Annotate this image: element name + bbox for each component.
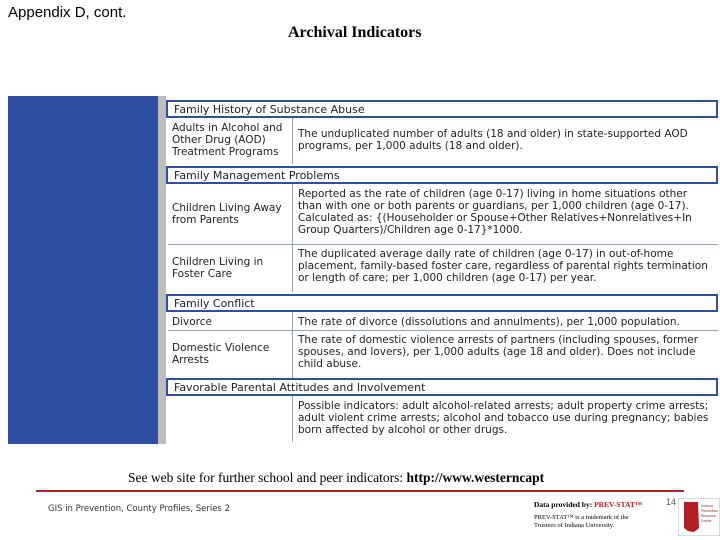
left-blue-panel [8,96,160,444]
indicator-table [166,98,718,442]
row-name-divorce: Divorce [172,316,212,328]
indiana-seal-icon [678,498,720,536]
provided-brand: PREV-STAT™ [594,500,643,509]
appendix-label: Appendix D, cont. [8,4,127,21]
row-divider [168,244,718,245]
left-gray-strip [158,96,166,444]
footer-note-link[interactable]: http://www.westerncapt [406,470,545,485]
indiana-state-shape [684,502,699,532]
provided-prefix: Data provided by: [534,500,593,509]
data-provided-by [534,500,642,509]
page-title: Archival Indicators [288,24,422,41]
row-name-aod-treatment: Adults in Alcohol and Other Drug (AOD) Treatment Programs [172,122,283,158]
seal-line: Resource [701,514,716,518]
row-name-foster-care: Children Living in Foster Care [172,256,264,280]
prevstat-logo-block [534,496,720,540]
row-divider [168,330,718,331]
footer-note [128,470,544,486]
row-def-foster-care: The duplicated average daily rate of children (age 0-17) in out-of-home placement, family-based foster care, regardless of parental rights termination or length of care; per 1,000 children (age 0-17) per year. [298,248,708,284]
series-label: GIS in Prevention, County Profiles, Series 2 [48,504,230,514]
row-def-children-away: Reported as the rate of children (age 0-17) living in home situations other than with one or both parents or guardians, per 1,000 children (age 0-17). Calculated as: {(Householder or Spouse+Other Relatives+Nonrelatives+In Group Quarters)/Children age 0-17}*1000. [298,188,692,236]
footer-note-text: See web site for further school and peer indicators: [128,470,404,485]
section-band-family-management: Family Management Problems [166,166,718,184]
section-band-family-conflict: Family Conflict [166,294,718,312]
row-def-aod-treatment: The unduplicated number of adults (18 and older) in state-supported AOD programs, per 1,000 adults (18 and older). [298,128,688,152]
trademark-text: PREV-STAT™ is a trademark of the Trustees of Indiana University. [534,514,629,529]
column-divider [292,118,293,164]
seal-line: Center [701,519,712,523]
page-number: 14 [666,497,677,507]
row-def-domestic-violence: The rate of domestic violence arrests of partners (including spouses, former spouses, and lovers), per 1,000 adults (age 18 and older). Does not include child abuse. [298,334,699,370]
row-name-possible-indicators [168,398,292,402]
column-divider [292,396,293,442]
footer-red-rule [36,490,684,492]
section-band-parental-attitudes: Favorable Parental Attitudes and Involvement [166,378,718,396]
row-def-possible-indicators: Possible indicators: adult alcohol-related arrests; adult property crime arrests; adult violent crime arrests; alcohol and tobacco use during pregnancy; babies born affected by alcohol or other drugs. [298,400,709,436]
row-def-divorce: The rate of divorce (dissolutions and annulments), per 1,000 population. [298,316,680,328]
seal-line: Prevention [701,509,719,513]
row-name-domestic-violence: Domestic Violence Arrests [172,342,270,366]
seal-line: Indiana [701,504,713,508]
column-divider [292,184,293,292]
column-divider [292,312,293,378]
section-band-family-history: Family History of Substance Abuse [166,100,718,118]
row-name-children-away: Children Living Away from Parents [172,202,282,226]
